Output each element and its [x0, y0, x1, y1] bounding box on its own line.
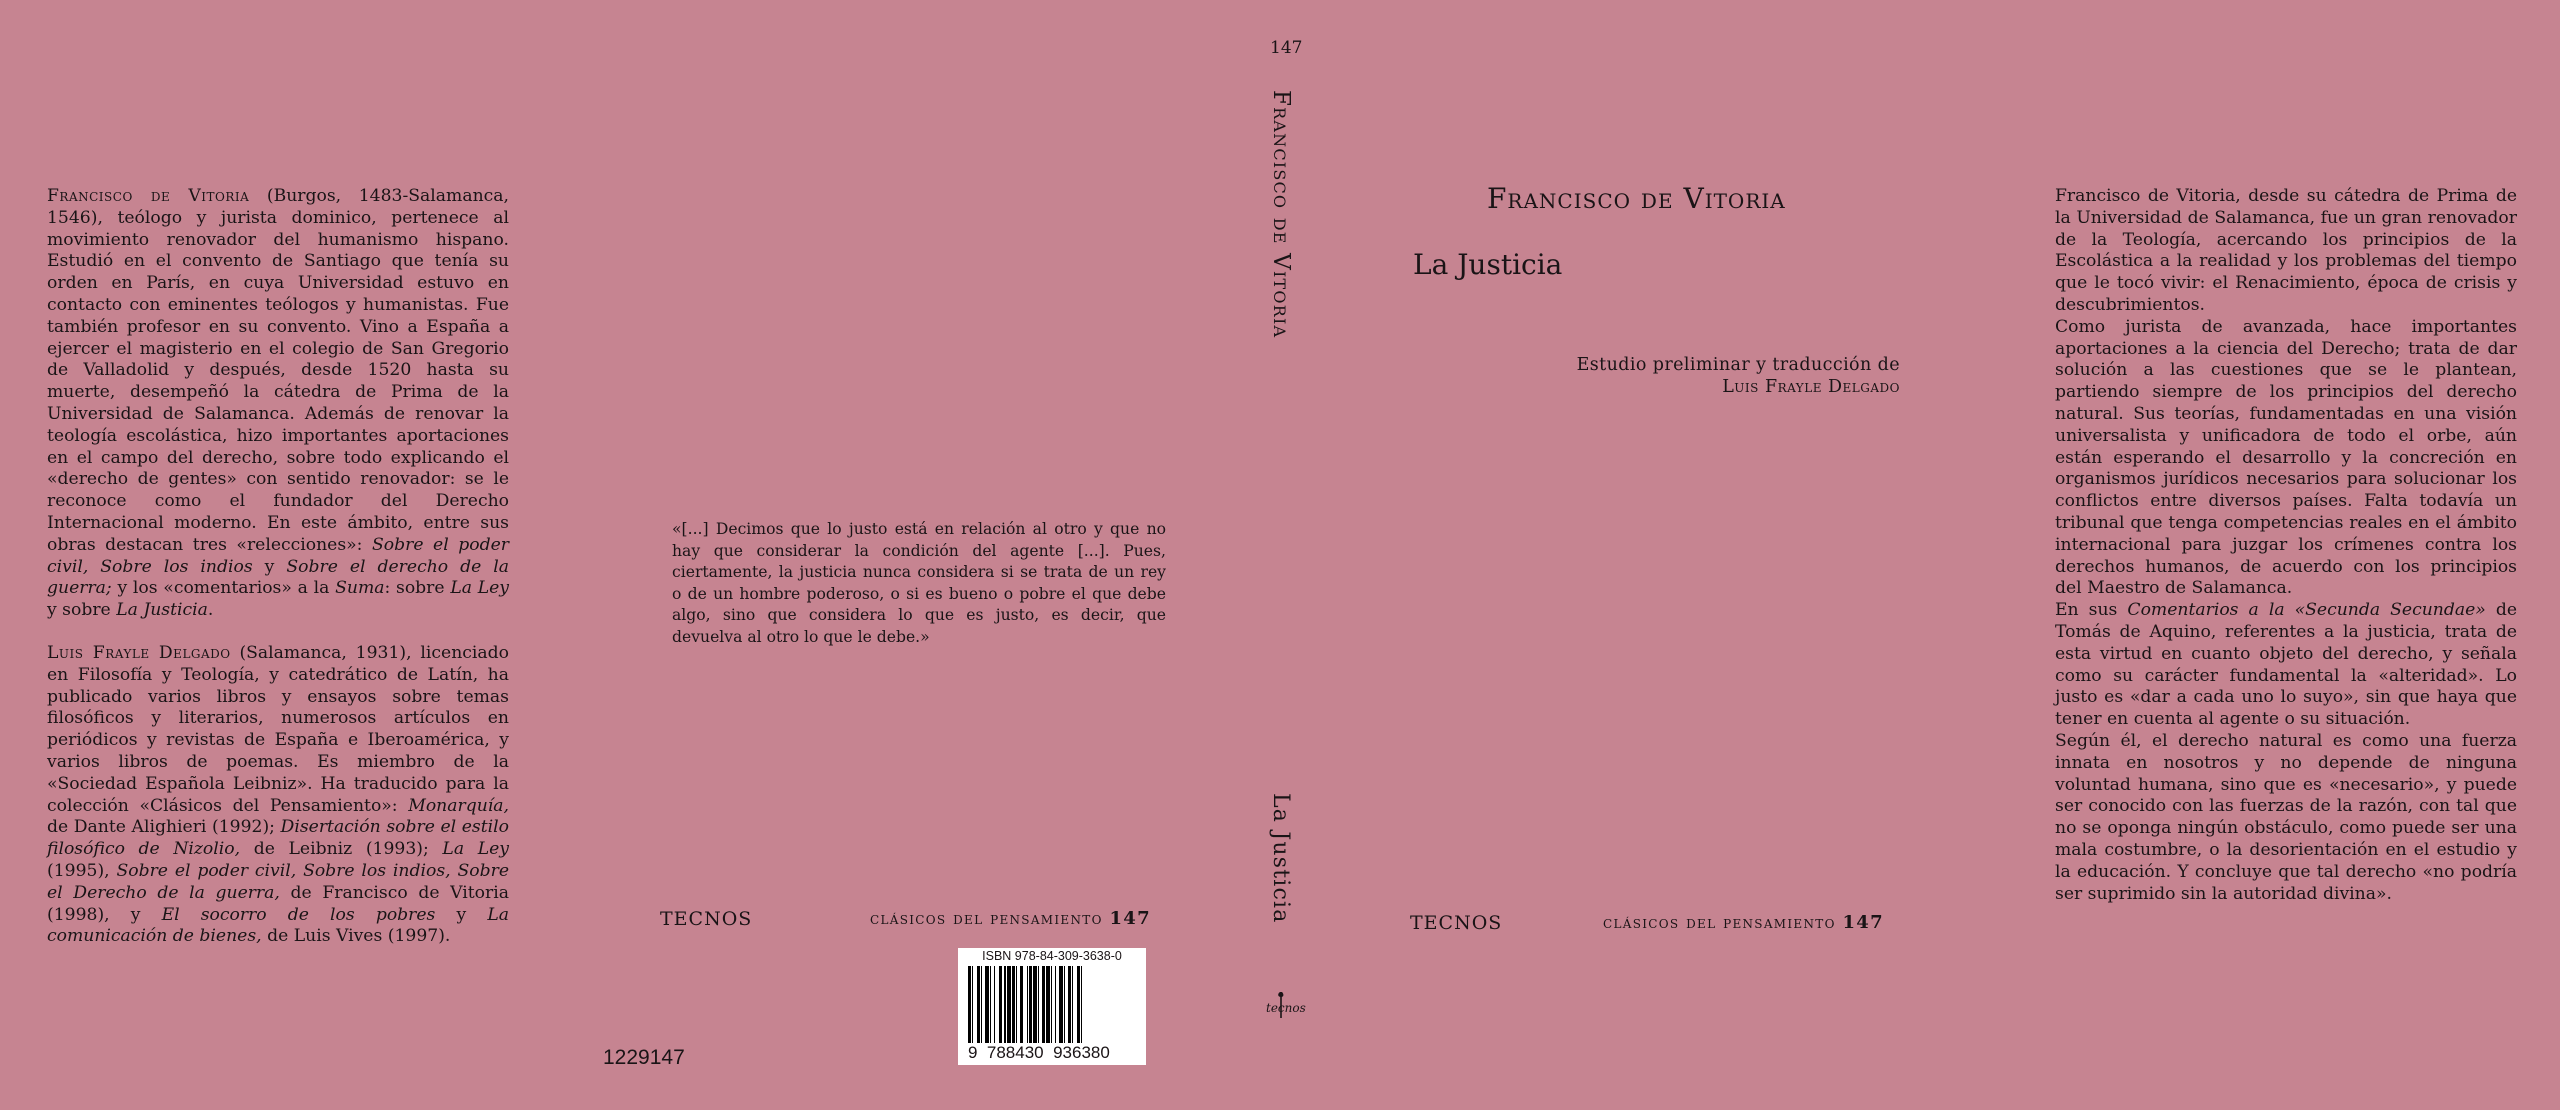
- italic-title: El socorro de los pobres: [161, 904, 436, 925]
- italic-title: Sobre el poder civil, Sobre los indios, Sobre el Derecho de la guerra,: [47, 860, 509, 903]
- barcode-bar: [1020, 966, 1023, 1048]
- text-segment: de Dante Alighieri (1992);: [47, 817, 281, 838]
- front-flap-paragraph: [2055, 186, 2517, 317]
- front-publisher-name: TECNOS: [1410, 912, 1503, 934]
- text-segment: En sus: [2055, 600, 2128, 621]
- translator-bio-text: [47, 643, 509, 946]
- front-credit: [1490, 354, 1900, 398]
- barcode-bar: [1029, 966, 1032, 1048]
- back-collection-label: [870, 908, 1151, 929]
- barcode-bar: [1064, 966, 1065, 1048]
- barcode-bar: [1081, 966, 1082, 1048]
- barcode-bar: [977, 966, 980, 1048]
- barcode-bar: [1007, 966, 1011, 1048]
- italic-title: Disertación sobre el estilo filosófico de Nizolio,: [47, 817, 509, 860]
- spine-author: Francisco de Vitoria: [1268, 90, 1294, 339]
- front-flap-paragraph: [2055, 317, 2517, 600]
- front-flap: [2055, 186, 2517, 905]
- front-flap-paragraph: [2055, 731, 2517, 905]
- text-segment: de Luis Vives (1997).: [261, 926, 451, 947]
- barcode-bar: [968, 966, 971, 1048]
- italic-title: La comunicación de bienes,: [47, 904, 510, 947]
- front-author: Francisco de Vitoria: [1487, 182, 1786, 215]
- italic-title: La Justicia: [116, 600, 208, 621]
- barcode-bar: [994, 966, 995, 1048]
- barcode-bar: [1016, 966, 1017, 1048]
- italic-title: Comentarios a la «Secunda Secundae»: [2127, 600, 2486, 621]
- front-flap-paragraph: [2055, 600, 2517, 731]
- barcode-bar: [1038, 966, 1039, 1048]
- barcode-bar: [990, 966, 991, 1048]
- barcode-bar: [972, 966, 973, 1048]
- spine-number: 147: [1270, 38, 1303, 58]
- barcode-bar: [1027, 966, 1028, 1048]
- barcode-bar: [985, 966, 989, 1048]
- front-collection-name: clásicos del pensamiento: [1603, 913, 1836, 933]
- barcode-bar: [1059, 966, 1063, 1048]
- back-collection-name: clásicos del pensamiento: [870, 909, 1103, 929]
- text-segment: y: [435, 904, 488, 925]
- front-title: La Justicia: [1413, 248, 1563, 281]
- author-bio-text: [47, 186, 509, 620]
- barcode-bar: [1072, 966, 1073, 1048]
- text-segment: y: [252, 556, 287, 577]
- back-cover-quote: «[...] Decimos que lo justo está en relación al otro y que no hay que considerar la condición del agente [...]. Pues, ciertamente, la justicia nunca considera si se trata de un rey o de un hombre poderoso, o si es bueno o pobre el que debe algo, sino que considera lo que es justo, es decir, que devuelva al otro lo que le debe.»: [672, 520, 1166, 646]
- italic-title: La Ley: [442, 839, 510, 860]
- text-segment: y los «comentarios» a la: [111, 578, 336, 599]
- text-segment: : sobre: [384, 578, 451, 599]
- text-segment: y sobre: [47, 600, 117, 621]
- barcode-bar: [1042, 966, 1045, 1048]
- text-segment: .: [207, 600, 214, 621]
- barcode-bar: [1051, 966, 1052, 1048]
- front-collection-number: 147: [1842, 912, 1884, 933]
- text-segment: de Leibniz (1993);: [240, 839, 443, 860]
- back-collection-number: 147: [1109, 908, 1151, 929]
- barcode-bar: [1004, 966, 1005, 1048]
- text-segment: Francisco de Vitoria, desde su cátedra de Prima de la Universidad de Salamanca, fue un gran renovador de la Teología, acercando los principios de la Escolástica a la realidad y los problemas del tiempo que le tocó vivir: el Renacimiento, época de crisis y descubrimientos.: [2055, 186, 2517, 315]
- text-segment: de Tomás de Aquino, referentes a la justicia, trata de esta virtud en cuanto objeto del derecho, y señala como su carácter fundamental la «alteridad». Lo justo es «dar a cada uno lo suyo», sin que haya que tener en cuenta al agente o su situación.: [2055, 600, 2517, 730]
- front-credit-name: Luis Frayle Delgado: [1722, 377, 1900, 397]
- barcode-bar: [1012, 966, 1015, 1048]
- spine-publisher-logo: [1262, 990, 1306, 1022]
- isbn-barcode: [958, 948, 1146, 1065]
- author-bio-name: Francisco de Vitoria: [47, 186, 250, 206]
- barcode-bar: [981, 966, 982, 1048]
- barcode-bar: [999, 966, 1002, 1048]
- front-credit-line: Estudio preliminar y traducción de: [1576, 355, 1900, 375]
- italic-title: Sobre el derecho de la guerra;: [47, 556, 510, 599]
- text-segment: (Burgos, 1483-Salamanca, 1546), teólogo y jurista dominico, pertenece al movimiento renovador del humanismo hispano. Estudió en el convento de Santiago que tenía su orden en París, en cuya Universidad estuvo en contacto con eminentes teólogos y humanistas. Fue también profesor en su convento. Vino a España a ejercer el magisterio en el colegio de San Gregorio de Valladolid y después, desde 1520 hasta su muerte, desempeñó la cátedra de Prima de la Universidad de Salamanca. Además de renovar la teología escolástica, hizo importantes aportaciones en el campo del derecho, sobre todo explicando el «derecho de gentes» con sentido renovador: se le reconoce como el fundador del Derecho Internacional moderno. En este ámbito, entre sus obras destacan tres «relecciones»:: [47, 186, 509, 555]
- barcode-bar: [1033, 966, 1037, 1048]
- author-bio: [47, 186, 509, 622]
- text-segment: (1995),: [47, 860, 117, 881]
- translator-bio-name: Luis Frayle Delgado: [47, 642, 231, 663]
- barcode-bar: [1068, 966, 1071, 1048]
- text-segment: de Francisco de Vitoria (1998), y: [47, 882, 509, 925]
- italic-title: Suma: [335, 578, 385, 599]
- translator-bio: [47, 643, 509, 948]
- barcode-bar: [1055, 966, 1056, 1048]
- front-collection-label: [1603, 912, 1884, 933]
- catalog-code: 1229147: [603, 1046, 685, 1069]
- text-segment: Como jurista de avanzada, hace importantes aportaciones a la ciencia del Derecho; trata de dar solución a las cuestiones que se le plantean, partiendo siempre de los principios del derecho natural. Sus teorías, fundamentadas en una visión universalista y unificadora de todo el orbe, aún están esperando el desarrollo y la concreción en organismos jurídicos necesarios para solucionar los conflictos entre diversos países. Falta todavía un tribunal que tenga competencias reales en el ámbito internacional para juzgar los crímenes contra los derechos humanos, de acuerdo con los principios del Maestro de Salamanca.: [2055, 316, 2517, 599]
- italic-title: La Ley: [450, 578, 510, 599]
- text-segment: Según él, el derecho natural es como una fuerza innata en nosotros y no depende de ninguna voluntad humana, sino que es «necesario», y puede ser conocido con las fuerzas de la razón, con tal que no se oponga ningún obstáculo, como puede ser una mala costumbre, o la desorientación en el estudio y la educación. Y concluye que tal derecho «no podría ser suprimido sin la autoridad divina».: [2055, 730, 2517, 904]
- italic-title: Monarquía,: [408, 795, 509, 816]
- back-publisher-name: TECNOS: [660, 908, 753, 930]
- back-flap: [47, 186, 509, 948]
- text-segment: (Salamanca, 1931), licenciado en Filosofía y Teología, y catedrático de Latín, ha publicado varios libros y ensayos sobre temas filosóficos y literarios, numerosos artículos en periódicos y revistas de España e Iberoamérica, y varios libros de poemas. Es miembro de la «Sociedad Española Leibniz». Ha traducido para la colección «Clásicos del Pensamiento»:: [47, 642, 509, 816]
- italic-title: Sobre el poder civil, Sobre los indios: [47, 534, 509, 577]
- barcode-bar: [1077, 966, 1080, 1048]
- isbn-text: ISBN 978-84-309-3638-0: [982, 949, 1122, 963]
- spine-logo-text: tecnos: [1266, 1001, 1306, 1015]
- barcode-digits: 9 788430 936380: [968, 1043, 1110, 1062]
- spine-title: La Justicia: [1268, 793, 1293, 924]
- barcode-bar: [1046, 966, 1050, 1048]
